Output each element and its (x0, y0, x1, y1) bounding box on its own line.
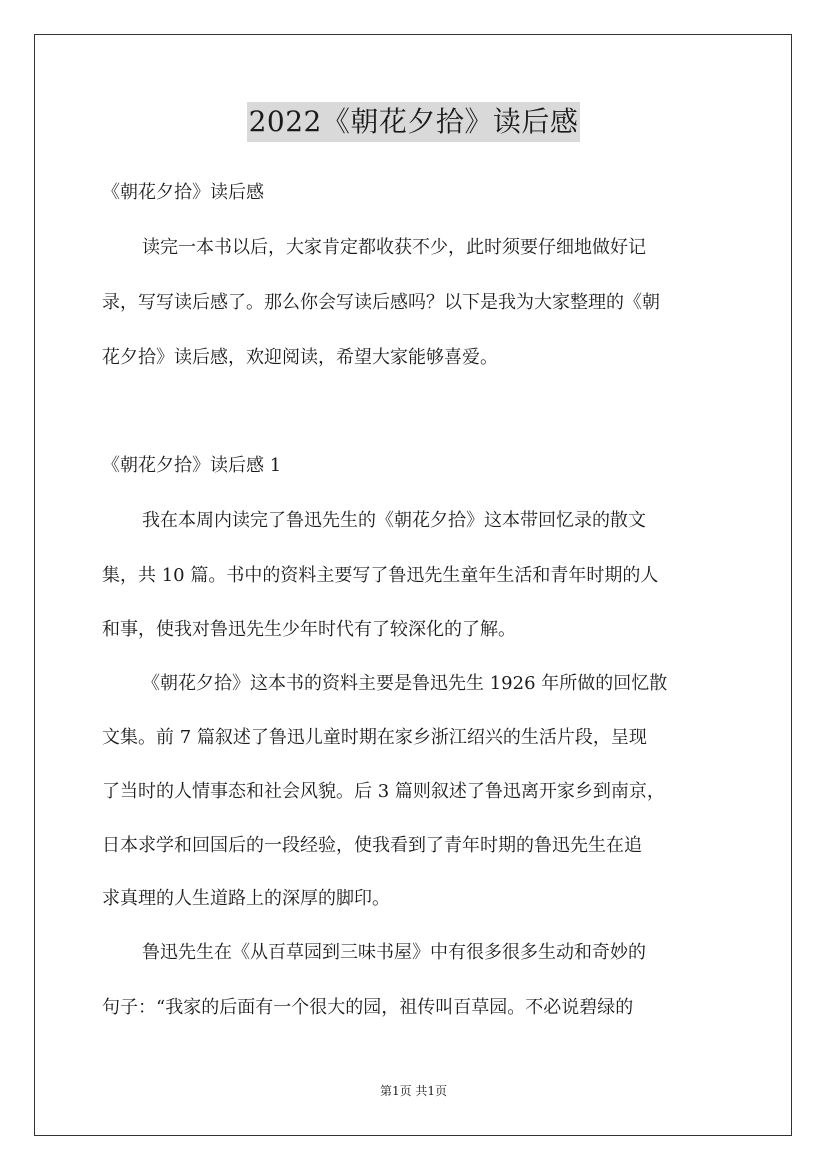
paragraph-2-line: 《朝花夕拾》这本书的资料主要是鲁迅先生 1926 年所做的回忆散 (142, 673, 668, 694)
paragraph-2-line: 了当时的人情事态和社会风貌。后 3 篇则叙述了鲁迅离开家乡到南京， (102, 781, 665, 802)
paragraph-1-line: 集，共 10 篇。书中的资料主要写了鲁迅先生童年生活和青年时期的人 (102, 565, 659, 586)
paragraph-2-line: 日本求学和回国后的一段经验，使我看到了青年时期的鲁迅先生在追 (102, 835, 642, 856)
intro-line: 读完一本书以后，大家肯定都收获不少，此时须要仔细地做好记 (142, 237, 646, 258)
section-heading-main: 《朝花夕拾》读后感 (102, 182, 264, 203)
paragraph-3-line: 句子：“我家的后面有一个很大的园，祖传叫百草园。不必说碧绿的 (102, 997, 634, 1018)
title-container (0, 102, 827, 142)
page-footer: 第1页 共1页 (379, 1084, 448, 1098)
paragraph-2-line: 求真理的人生道路上的深厚的脚印。 (102, 888, 390, 909)
intro-line: 花夕拾》读后感，欢迎阅读，希望大家能够喜爱。 (102, 347, 498, 368)
intro-line: 录，写写读后感了。那么你会写读后感吗？以下是我为大家整理的《朝 (102, 292, 660, 313)
paragraph-3-line: 鲁迅先生在《从百草园到三味书屋》中有很多很多生动和奇妙的 (142, 942, 646, 963)
paragraph-1-line: 和事，使我对鲁迅先生少年时代有了较深化的了解。 (102, 619, 516, 640)
paragraph-2-line: 文集。前 7 篇叙述了鲁迅儿童时期在家乡浙江绍兴的生活片段，呈现 (102, 727, 647, 748)
section-heading-1: 《朝花夕拾》读后感 1 (102, 455, 282, 476)
document-title: 2022《朝花夕拾》读后感 (247, 102, 581, 142)
paragraph-1-line: 我在本周内读完了鲁迅先生的《朝花夕拾》这本带回忆录的散文 (142, 510, 646, 531)
